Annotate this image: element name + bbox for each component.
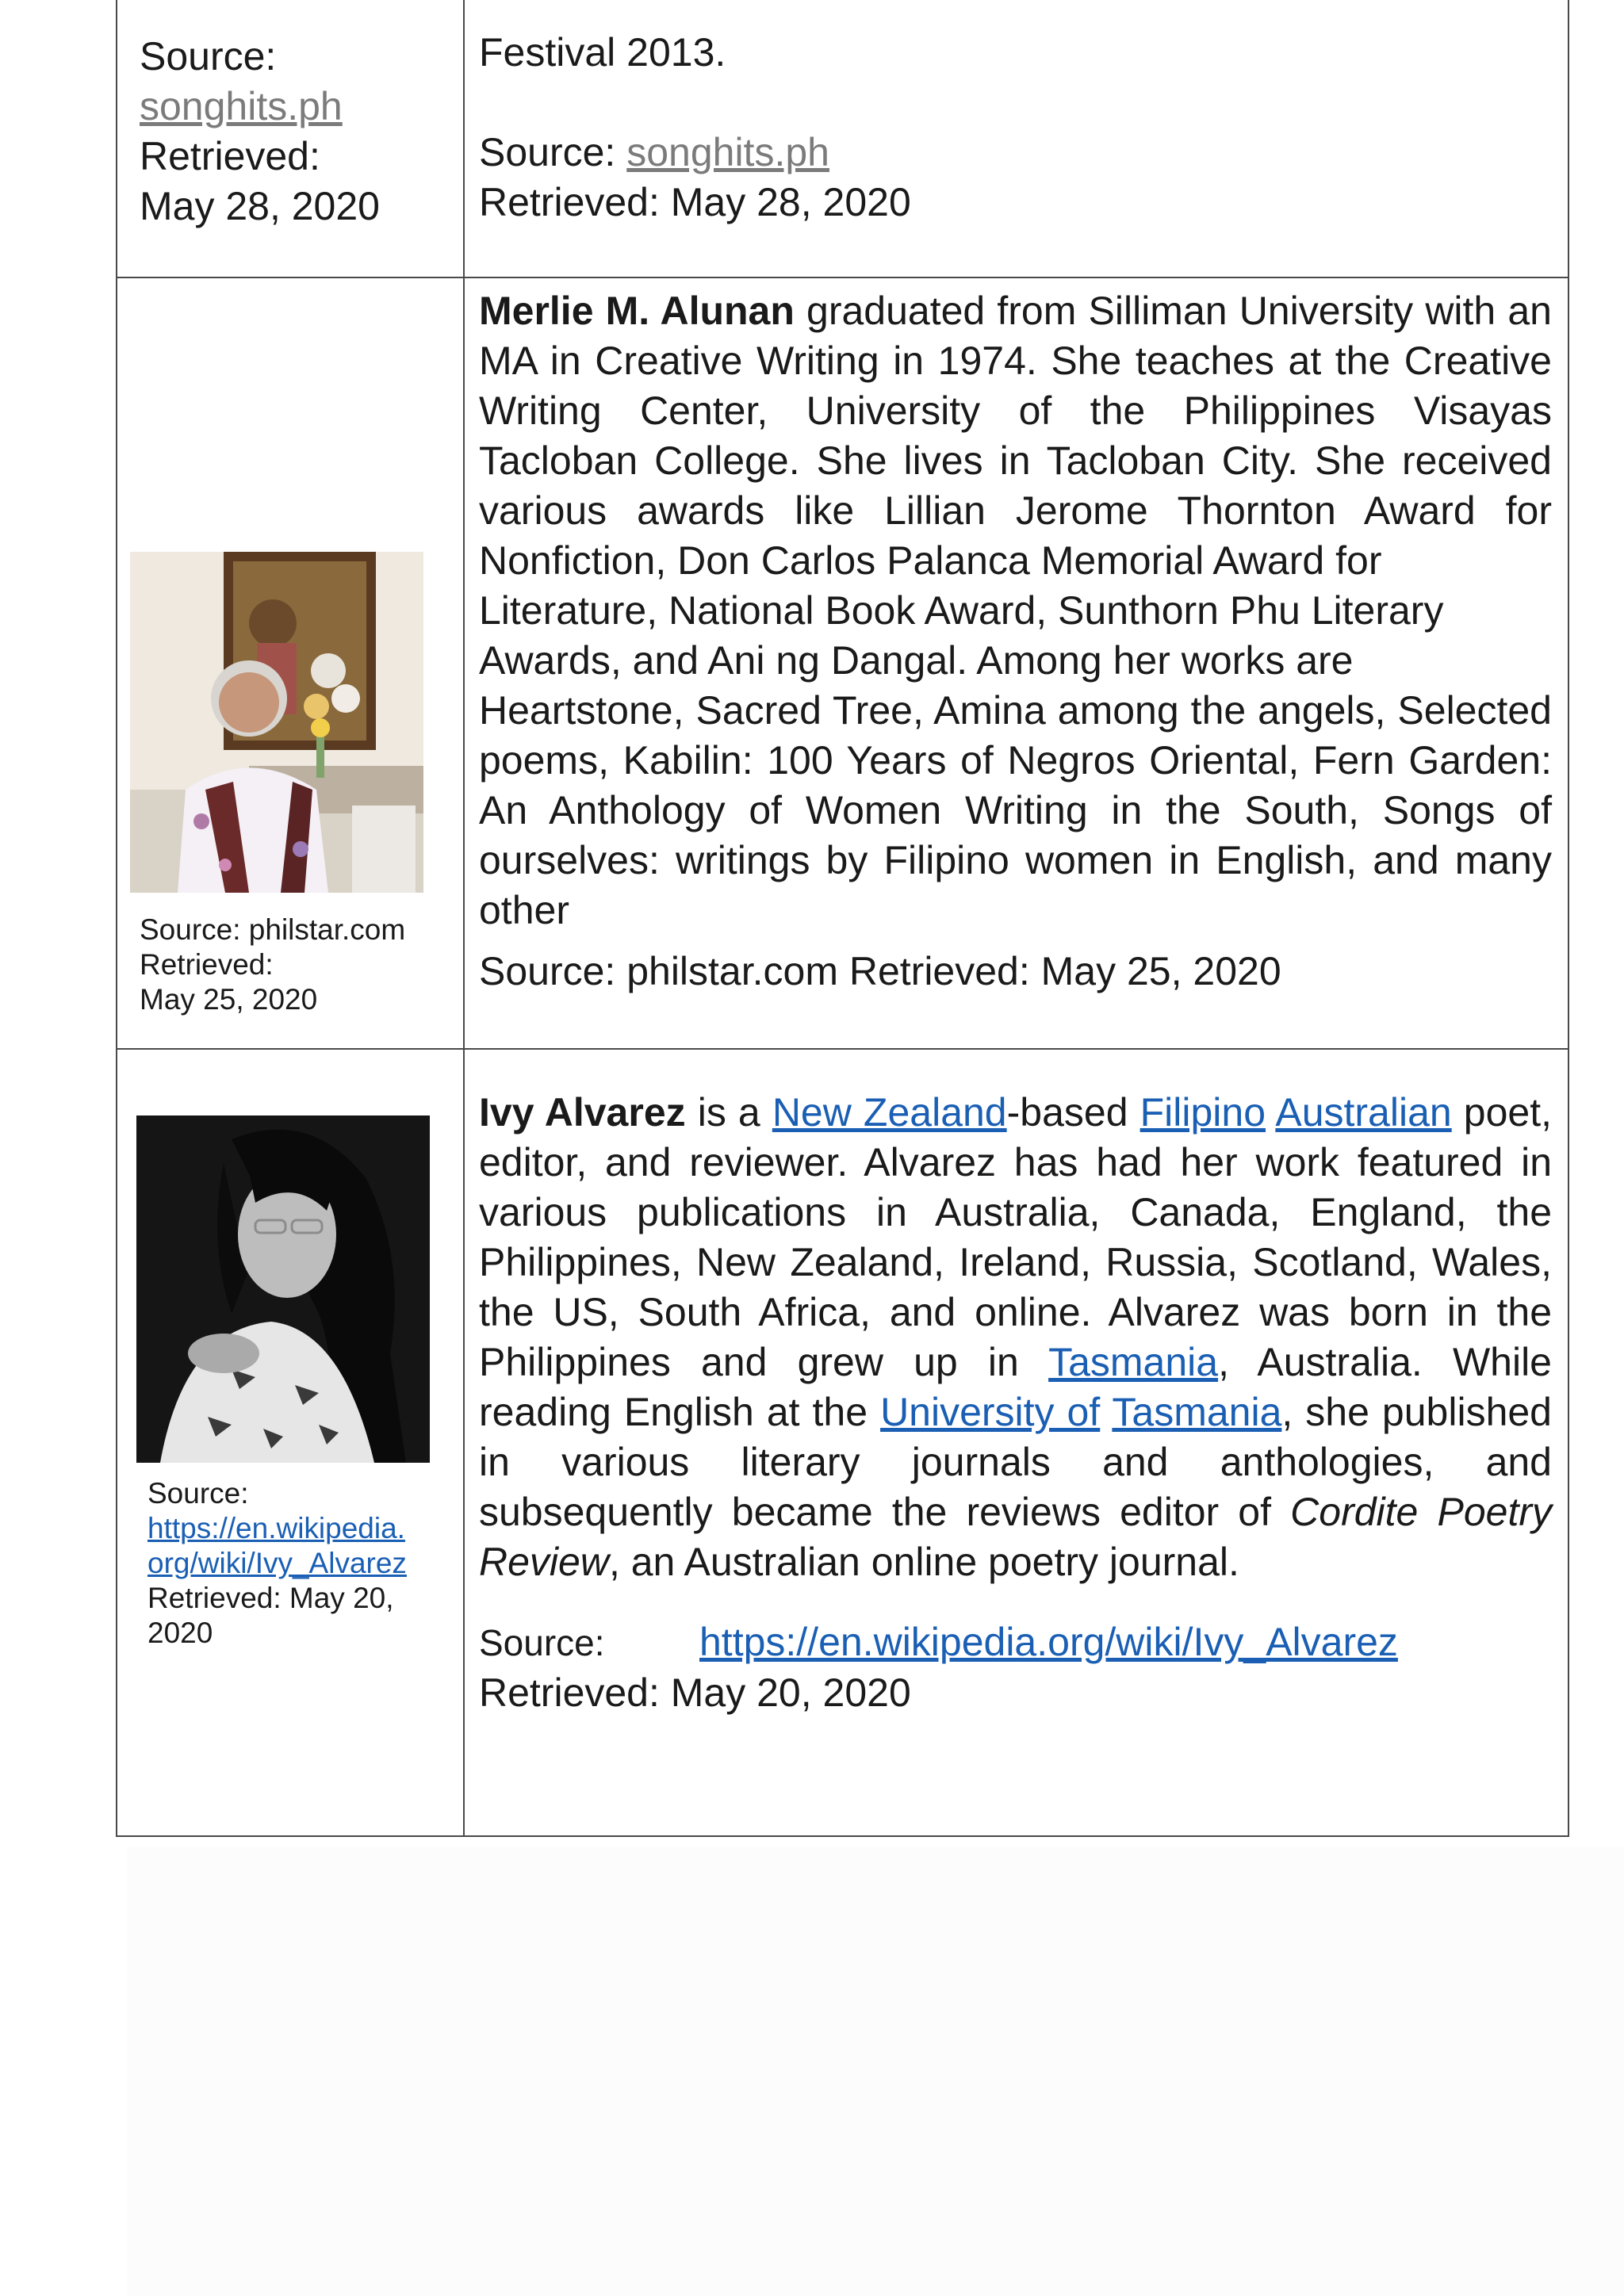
caption-link[interactable]: org/wiki/Ivy_Alvarez [147, 1547, 407, 1579]
bio-paragraph: Heartstone, Sacred Tree, Amina among the angels, Selected poems, Kabilin: 100 Years of Negros Oriental, Fern Garden: An Anthology of Women Writing in the South, Songs of ourselves: writings by Filipino women in English, and many other [479, 688, 1552, 932]
image-cell [117, 277, 464, 1049]
author-photo [136, 1115, 430, 1463]
table-row [117, 277, 1568, 1049]
source-line: Source: philstar.com Retrieved: May 25, 2020 [479, 949, 1281, 993]
source-link[interactable]: https://en.wikipedia.org/wiki/Ivy_Alvarez [699, 1620, 1398, 1664]
source-line: Source: songhits.ph [479, 130, 829, 174]
link-university-of[interactable]: University of [880, 1390, 1101, 1434]
photo-caption: Source: philstar.com Retrieved: May 25, 2020 [140, 913, 406, 1016]
table-row [117, 0, 1568, 277]
photo-caption: Source: https://en.wikipedia. org/wiki/Ivy_Alvarez Retrieved: May 20, 2020 [147, 1477, 407, 1649]
link-filipino[interactable]: Filipino [1139, 1090, 1266, 1135]
link-australian[interactable]: Australian [1275, 1090, 1452, 1135]
bio-cell [464, 0, 1568, 277]
author-photo [130, 552, 423, 893]
bio-tail: Festival 2013. [479, 30, 726, 75]
bio-paragraph: Literature, National Book Award, Sunthorn Phu Literary Awards, and Ani ng Dangal. Among her works are [479, 588, 1444, 683]
source-line: Source: https://en.wikipedia.org/wiki/Ivy_Alvarez [479, 1620, 1398, 1664]
retrieved-label: Retrieved: [140, 134, 320, 178]
source-link[interactable]: songhits.ph [626, 130, 829, 174]
bio-cell [464, 1049, 1568, 1836]
author-photo-image [136, 1115, 430, 1463]
bio-paragraph: Merlie M. Alunan graduated from Silliman University with an MA in Creative Writing in 1974. She teaches at the Creative Writing Center, University of the Philippines Visayas Tacloban College. She lives in Tacloban City. She received various awards like Lillian Jerome Thornton Award for Nonfiction, Don Carlos Palanca Memorial Award for [479, 289, 1552, 583]
link-tasmania[interactable]: Tasmania [1112, 1390, 1282, 1434]
bio-paragraph: Ivy Alvarez is a New Zealand-based Filipino Australian poet, editor, and reviewer. Alvarez has had her work featured in various publications in Australia, Canada, England, the Philippines, New Zealand, Ireland, Russia, Scotland, Wales, the US, South Africa, and online. Alvarez was born in the Philippines and grew up in Tasmania, Australia. While reading English at the University of Tasmania, she published in various literary journals and anthologies, and subsequently became the reviews editor of Cordite Poetry Review, an Australian online poetry journal. [479, 1090, 1552, 1584]
image-cell [117, 1049, 464, 1836]
authors-table [116, 0, 1569, 1837]
page-background [127, 1847, 1624, 2296]
retrieved-line: Retrieved: May 28, 2020 [479, 180, 911, 224]
author-photo-image [130, 552, 423, 893]
link-tasmania[interactable]: Tasmania [1048, 1340, 1219, 1384]
table-row [117, 1049, 1568, 1836]
retrieved-line: Retrieved: May 20, 2020 [479, 1670, 911, 1715]
bio-cell [464, 277, 1568, 1049]
link-new-zealand[interactable]: New Zealand [772, 1090, 1007, 1135]
journal-title: Cordite Poetry Review [479, 1490, 1552, 1584]
image-cell [117, 0, 464, 277]
caption-link[interactable]: https://en.wikipedia. [147, 1512, 405, 1544]
source-label: Source: [140, 34, 277, 78]
author-name: Merlie M. Alunan [479, 289, 795, 333]
author-name: Ivy Alvarez [479, 1090, 686, 1135]
source-link[interactable]: songhits.ph [140, 84, 343, 128]
retrieved-date: May 28, 2020 [140, 184, 380, 228]
